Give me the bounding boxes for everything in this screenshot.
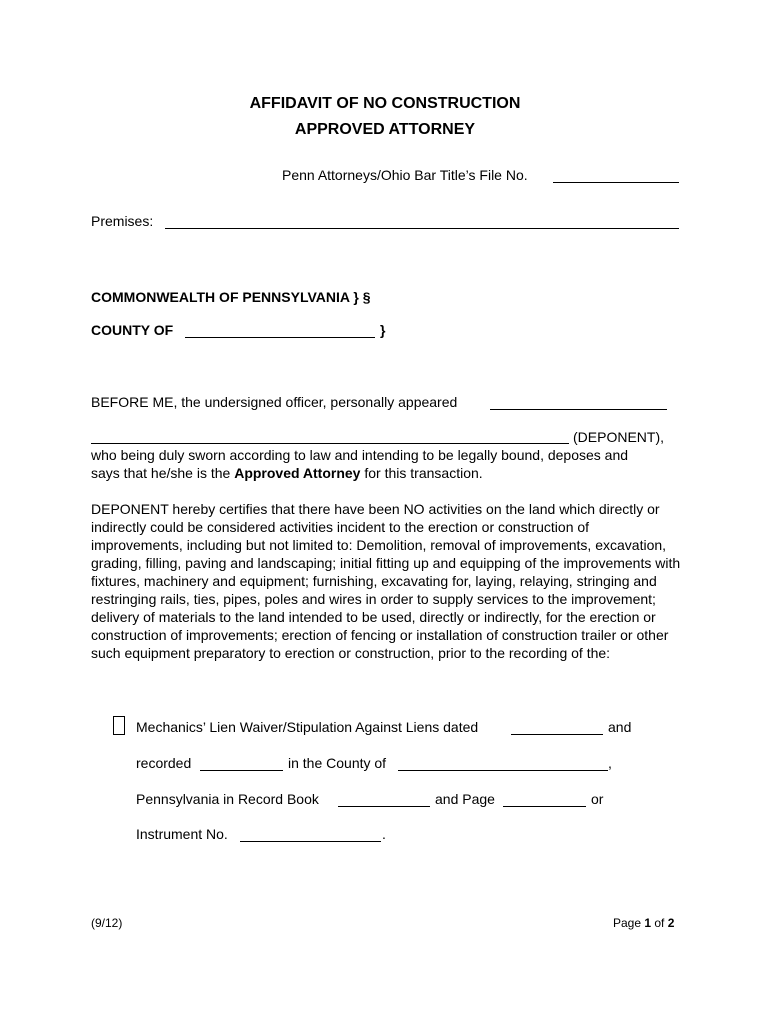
recorded-county-field[interactable] bbox=[398, 770, 608, 771]
dated-field[interactable] bbox=[511, 734, 603, 735]
certification-paragraph: DEPONENT hereby certifies that there have been NO activities on the land which directly or indirectly could be considered activities incident to the erection or construction of improvements, including but not limited to: Demolition, removal of improvements, excavation, grading, filling, paving and landscaping; initial fitting up and equipping of the improvements with fixtures, machinery and equipment; furnishing, excavating for, laying, relaying, stringing and restringing rails, ties, pipes, poles and wires in order to supply services to the improvement; delivery of materials to the land intended to be used, directly or indirectly, for the erection or construction of improvements; erection of fencing or installation of construction trailer or other such equipment preparatory to erection or construction, prior to the recording of the: bbox=[91, 501, 681, 661]
recorded-label: recorded bbox=[136, 755, 192, 771]
page-prefix: Page bbox=[613, 916, 645, 930]
county-brace: } bbox=[380, 322, 386, 338]
instrument-no-field[interactable] bbox=[240, 841, 381, 842]
page-total: 2 bbox=[667, 916, 675, 930]
deponent-name-field[interactable] bbox=[91, 443, 569, 444]
document-subtitle: APPROVED ATTORNEY bbox=[294, 121, 476, 138]
in-county-label: in the County of bbox=[288, 755, 387, 771]
file-no-label: Penn Attorneys/Ohio Bar Title’s File No. bbox=[282, 167, 528, 183]
recorded-date-field[interactable] bbox=[200, 770, 283, 771]
file-no-field[interactable] bbox=[553, 182, 679, 183]
page-current: 1 bbox=[644, 916, 652, 930]
document-title: AFFIDAVIT OF NO CONSTRUCTION bbox=[249, 95, 521, 112]
period-text: . bbox=[382, 826, 386, 842]
county-field[interactable] bbox=[185, 337, 375, 338]
sworn-text: who being duly sworn according to law and intending to be legally bound, deposes and bbox=[91, 447, 629, 463]
and-page-label: and Page bbox=[435, 791, 495, 807]
commonwealth-heading: COMMONWEALTH OF PENNSYLVANIA } § bbox=[91, 289, 371, 305]
comma-text: , bbox=[608, 755, 612, 771]
record-book-label: Pennsylvania in Record Book bbox=[136, 791, 319, 807]
and-text: and bbox=[608, 719, 632, 735]
county-label: COUNTY OF bbox=[91, 322, 174, 338]
instrument-no-label: Instrument No. bbox=[136, 826, 228, 842]
lien-waiver-text: Mechanics’ Lien Waiver/Stipulation Against Liens dated bbox=[136, 719, 479, 735]
before-me-text: BEFORE ME, the undersigned officer, personally appeared bbox=[91, 394, 458, 410]
record-book-field[interactable] bbox=[338, 806, 430, 807]
says-prefix: says that he/she is the bbox=[91, 465, 235, 481]
lien-waiver-checkbox[interactable] bbox=[113, 716, 125, 735]
revision-date: (9/12) bbox=[91, 916, 123, 930]
says-suffix: for this transaction. bbox=[360, 465, 483, 481]
page-indicator bbox=[613, 916, 674, 930]
appeared-name-field[interactable] bbox=[490, 409, 667, 410]
premises-field[interactable] bbox=[165, 228, 679, 229]
approved-attorney-line bbox=[91, 465, 483, 481]
or-text: or bbox=[591, 791, 604, 807]
approved-attorney-bold: Approved Attorney bbox=[234, 465, 361, 481]
page-of: of bbox=[651, 916, 668, 930]
premises-label: Premises: bbox=[91, 213, 154, 229]
deponent-tag: (DEPONENT), bbox=[573, 429, 664, 445]
page-field[interactable] bbox=[503, 806, 586, 807]
